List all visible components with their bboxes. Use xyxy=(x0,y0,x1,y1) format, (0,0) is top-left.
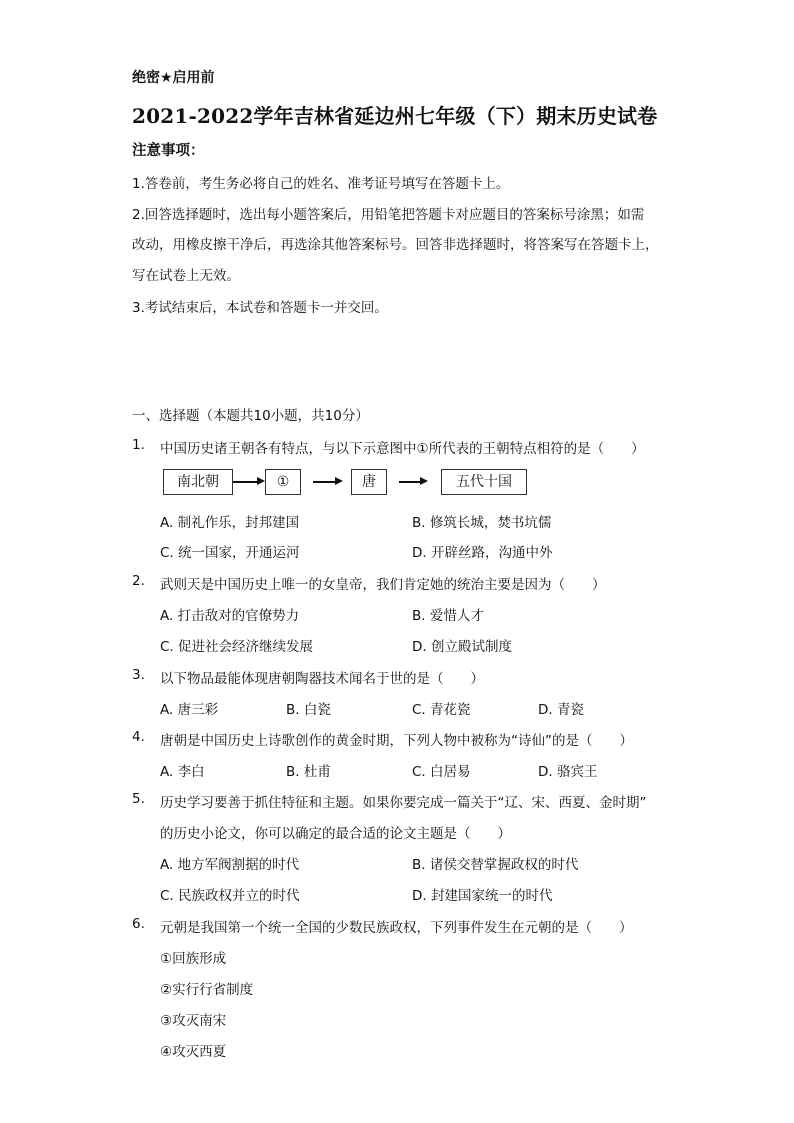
option-c: C. 白居易 xyxy=(412,764,471,780)
option-a: A. 地方军阀割据的时代 xyxy=(160,857,300,873)
option-c: C. 统一国家，开通运河 xyxy=(160,545,300,561)
option-b: B. 修筑长城，焚书坑儒 xyxy=(412,515,552,531)
list-item: ③攻灭南宋 xyxy=(160,1013,227,1029)
option-a: A. 制礼作乐，封邦建国 xyxy=(160,515,300,531)
section-title: 一、选择题（本题共10小题，共10分） xyxy=(132,408,369,424)
notice-line: 3.考试结束后，本试卷和答题卡一并交回。 xyxy=(132,300,388,316)
question-number: 5. xyxy=(132,791,145,807)
notice-line: 改动，用橡皮擦干净后，再选涂其他答案标号。回答非选择题时，将答案写在答题卡上， xyxy=(132,237,659,253)
list-item: ②实行行省制度 xyxy=(160,982,254,998)
option-a: A. 唐三彩 xyxy=(160,702,219,718)
question-number: 3. xyxy=(132,667,145,683)
list-item: ①回族形成 xyxy=(160,951,227,967)
list-item: ④攻灭西夏 xyxy=(160,1044,227,1060)
question-text: 以下物品最能体现唐朝陶器技术闻名于世的是（ ） xyxy=(160,671,484,687)
option-c: C. 促进社会经济继续发展 xyxy=(160,639,314,655)
option-b: B. 爱惜人才 xyxy=(412,608,484,624)
question-text: 元朝是我国第一个统一全国的少数民族政权，下列事件发生在元朝的是（ ） xyxy=(160,920,633,936)
option-d: D. 开辟丝路，沟通中外 xyxy=(412,545,553,561)
option-a: A. 打击敌对的官僚势力 xyxy=(160,608,300,624)
question-text: 唐朝是中国历史上诗歌创作的黄金时期，下列人物中被称为“诗仙”的是（ ） xyxy=(160,733,633,749)
question-text: 的历史小论文，你可以确定的最合适的论文主题是（ ） xyxy=(160,826,511,842)
option-b: B. 白瓷 xyxy=(286,702,331,718)
flow-box: ① xyxy=(265,469,301,495)
flow-arrow xyxy=(399,481,421,483)
option-d: D. 青瓷 xyxy=(538,702,584,718)
notice-heading: 注意事项： xyxy=(132,143,205,159)
option-a: A. 李白 xyxy=(160,764,205,780)
question-number: 4. xyxy=(132,729,145,745)
option-d: D. 创立殿试制度 xyxy=(412,639,512,655)
secret-label: 绝密★启用前 xyxy=(132,70,215,86)
notice-line: 1.答卷前，考生务必将自己的姓名、准考证号填写在答题卡上。 xyxy=(132,176,510,192)
flow-arrow xyxy=(313,481,336,483)
option-b: B. 杜甫 xyxy=(286,764,331,780)
question-number: 6. xyxy=(132,916,145,932)
question-number: 1. xyxy=(132,437,145,453)
question-text: 武则天是中国历史上唯一的女皇帝，我们肯定她的统治主要是因为（ ） xyxy=(160,577,606,593)
notice-line: 2.回答选择题时，选出每小题答案后，用铅笔把答题卡对应题目的答案标号涂黑；如需 xyxy=(132,207,645,223)
flow-box: 五代十国 xyxy=(441,469,527,495)
option-d: D. 骆宾王 xyxy=(538,764,598,780)
option-d: D. 封建国家统一的时代 xyxy=(412,888,553,904)
exam-title: 2021-2022学年吉林省延边州七年级（下）期末历史试卷 xyxy=(132,104,658,128)
option-c: C. 民族政权并立的时代 xyxy=(160,888,300,904)
question-number: 2. xyxy=(132,573,145,589)
notice-line: 写在试卷上无效。 xyxy=(132,268,240,284)
flow-arrow xyxy=(233,481,258,483)
option-b: B. 诸侯交替掌握政权的时代 xyxy=(412,857,579,873)
question-text: 中国历史诸王朝各有特点，与以下示意图中①所代表的王朝特点相符的是（ ） xyxy=(160,441,645,457)
flow-box: 唐 xyxy=(351,469,387,495)
option-c: C. 青花瓷 xyxy=(412,702,471,718)
flow-box: 南北朝 xyxy=(163,469,233,495)
question-text: 历史学习要善于抓住特征和主题。如果你要完成一篇关于“辽、宋、西夏、金时期” xyxy=(160,795,647,811)
